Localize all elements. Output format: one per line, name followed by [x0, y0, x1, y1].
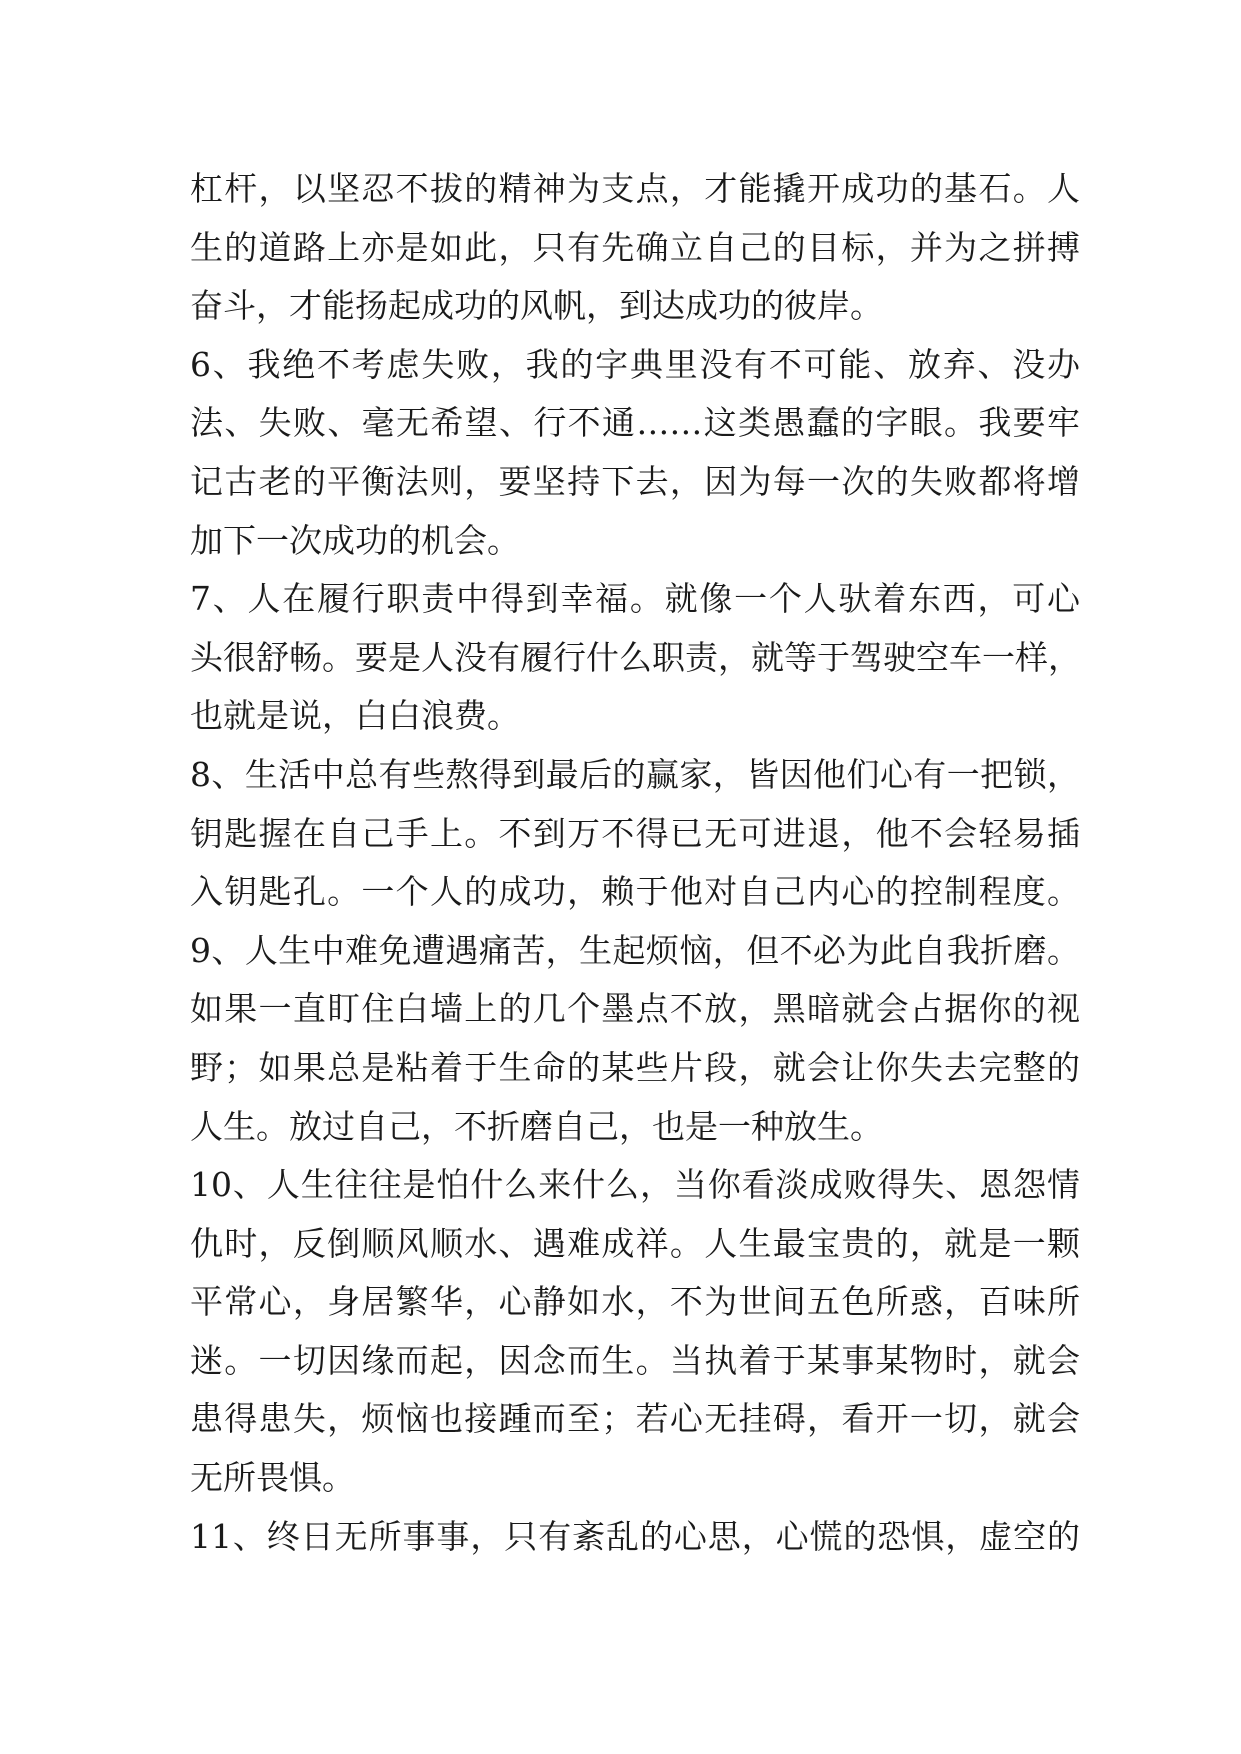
text-line: 10、人生往往是怕什么来什么，当你看淡成败得失、恩怨情: [190, 1165, 1080, 1205]
text-line: 加下一次成功的机会。: [190, 520, 520, 560]
text-line: 6、我绝不考虑失败，我的字典里没有不可能、放弃、没办: [190, 344, 1080, 384]
text-line: 记古老的平衡法则，要坚持下去，因为每一次的失败都将增: [190, 461, 1080, 501]
text-line: 平常心，身居繁华，心静如水，不为世间五色所惑，百味所: [190, 1282, 1080, 1322]
text-line: 7、人在履行职责中得到幸福。就像一个人驮着东西，可心: [190, 579, 1080, 619]
text-line: 生的道路上亦是如此，只有先确立自己的目标，并为之拼搏: [190, 227, 1080, 267]
text-line: 野；如果总是粘着于生命的某些片段，就会让你失去完整的: [190, 1047, 1080, 1087]
text-line: 仇时，反倒顺风顺水、遇难成祥。人生最宝贵的，就是一颗: [190, 1223, 1080, 1263]
text-line: 杠杆，以坚忍不拔的精神为支点，才能撬开成功的基石。人: [190, 169, 1080, 208]
text-line: 9、人生中难免遭遇痛苦，生起烦恼，但不必为此自我折磨。: [190, 930, 1080, 970]
text-line: 患得患失，烦恼也接踵而至；若心无挂碍，看开一切，就会: [190, 1399, 1080, 1439]
text-line: 钥匙握在自己手上。不到万不得已无可进退，他不会轻易插: [190, 813, 1080, 853]
text-line: 头很舒畅。要是人没有履行什么职责，就等于驾驶空车一样，: [190, 637, 1081, 677]
body-text: [190, 160, 1080, 1566]
text-line: 入钥匙孔。一个人的成功，赖于他对自己内心的控制程度。: [190, 872, 1080, 912]
text-line: 法、失败、毫无希望、行不通……这类愚蠢的字眼。我要牢: [190, 403, 1080, 443]
text-line: 也就是说，白白浪费。: [190, 696, 520, 736]
text-line: 人生。放过自己，不折磨自己，也是一种放生。: [190, 1106, 883, 1146]
text-line: 如果一直盯住白墙上的几个墨点不放，黑暗就会占据你的视: [190, 989, 1080, 1029]
text-line: 8、生活中总有些熬得到最后的赢家，皆因他们心有一把锁，: [190, 754, 1080, 794]
text-line: 奋斗，才能扬起成功的风帆，到达成功的彼岸。: [190, 286, 883, 326]
text-line: 迷。一切因缘而起，因念而生。当执着于某事某物时，就会: [190, 1340, 1080, 1380]
text-line: 11、终日无所事事，只有紊乱的心思，心慌的恐惧，虚空的: [190, 1516, 1080, 1556]
text-line: 无所畏惧。: [190, 1458, 355, 1498]
